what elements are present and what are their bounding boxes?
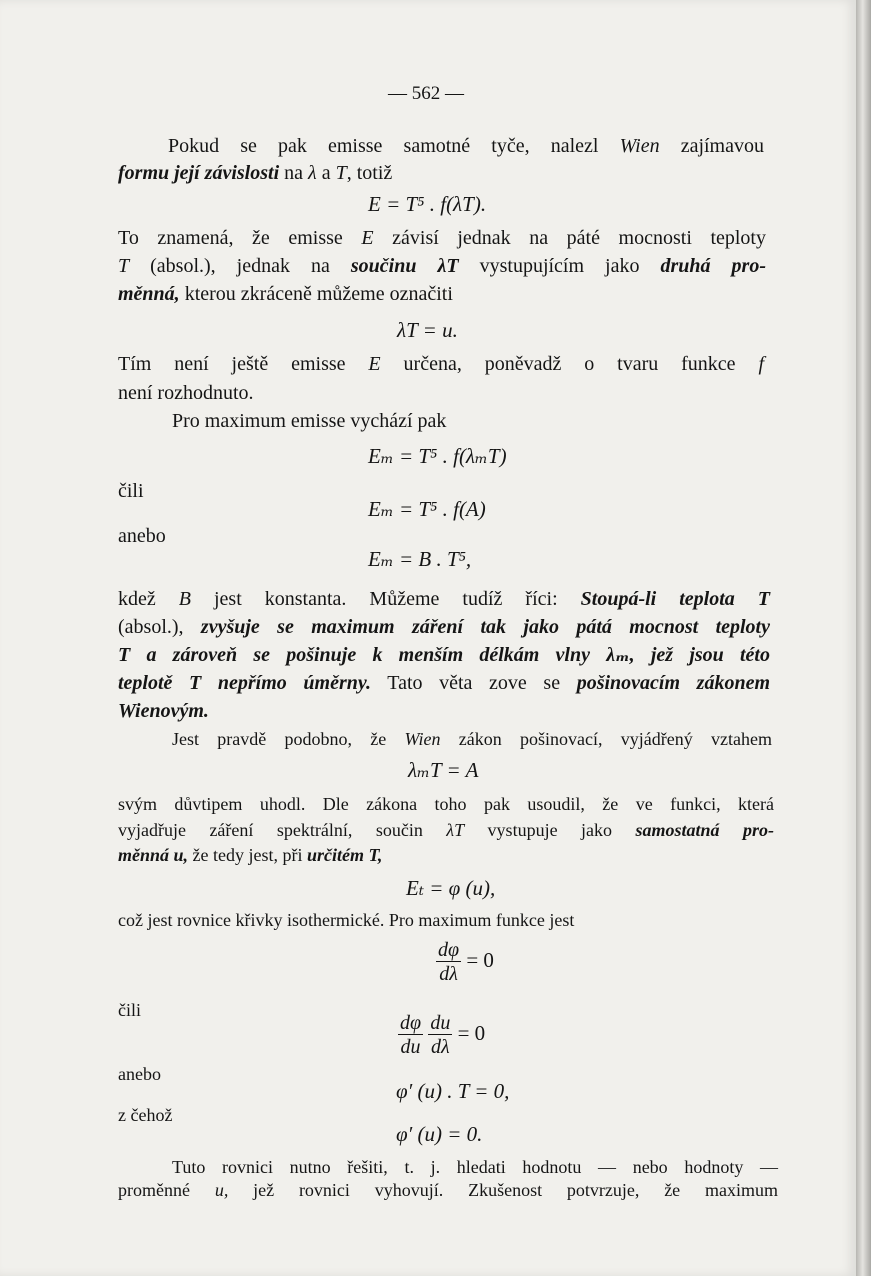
text-line: Pro maximum emisse vychází pak <box>172 410 447 432</box>
text-line: vyjadřuje záření spektrální, součin λT vystupuje jako samostatná pro- <box>118 820 774 840</box>
word-anebo: anebo <box>118 525 166 547</box>
equation: Eₘ = T⁵ . f(A) <box>368 497 486 521</box>
equation: λₘT = A <box>408 758 479 782</box>
text-line: proměnné u, jež rovnici vyhovují. Zkušenost potvrzuje, že maximum <box>118 1180 778 1200</box>
equation: Eₘ = T⁵ . f(λₘT) <box>368 444 507 468</box>
equation: φ′ (u) = 0. <box>396 1122 483 1146</box>
text-line: kdež B jest konstanta. Můžeme tudíž říci: Stoupá-li teplota T <box>118 588 770 610</box>
word-anebo: anebo <box>118 1064 161 1084</box>
text-line: Jest pravdě podobno, že Wien zákon pošinovací, vyjádřený vztahem <box>172 729 772 749</box>
word-cili: čili <box>118 480 144 502</box>
text-line: teplotě T nepřímo úměrny. Tato věta zove se pošinovacím zákonem <box>118 672 771 694</box>
text-line: měnná u, že tedy jest, při určitém T, <box>118 845 383 865</box>
text-line: Tím není ještě emisse E určena, poněvadž o tvaru funkce f <box>118 353 764 375</box>
word-cili: čili <box>118 1000 141 1020</box>
text-line: svým důvtipem uhodl. Dle zákona toho pak usoudil, že ve funkci, která <box>118 794 774 814</box>
equation: φ′ (u) . T = 0, <box>396 1079 510 1103</box>
text-line: což jest rovnice křivky isothermické. Pro maximum funkce jest <box>118 910 575 930</box>
page-number: — 562 — <box>388 83 464 104</box>
text-line: měnná, kterou zkráceně můžeme označiti <box>118 283 453 305</box>
page-edge <box>856 0 871 1276</box>
text-line: Tuto rovnici nutno řešiti, t. j. hledati hodnotu — nebo hodnoty — <box>172 1157 778 1177</box>
equation: E = T⁵ . f(λT). <box>368 192 487 216</box>
text-line: To znamená, že emisse E závisí jednak na páté mocnosti teploty <box>118 227 766 249</box>
text-line: Wienovým. <box>118 700 209 722</box>
equation-derivative: $\frac{d\varphi}{d\lambda}$ = 0 <box>438 939 494 985</box>
fraction: $\frac{d\varphi}{d\lambda}$ <box>438 939 460 985</box>
text-line: není rozhodnuto. <box>118 382 254 404</box>
equation: λT = u. <box>397 318 458 342</box>
text-line: (absol.), zvyšuje se maximum záření tak jako pátá mocnost teploty <box>118 616 770 638</box>
text-line: Pokud se pak emisse samotné tyče, nalezl Wien zajímavou <box>168 135 764 157</box>
text-line: T (absol.), jednak na součinu λT vystupujícím jako druhá pro- <box>118 255 766 277</box>
text-line: formu její závislosti na λ a T, totiž <box>118 162 393 184</box>
equation-chain-rule: $\frac{d\varphi}{du}$ $\frac{du}{d\lambda}$ = 0 <box>400 1012 486 1058</box>
equation: Eₜ = φ (u), <box>406 876 496 900</box>
fraction: $\frac{du}{d\lambda}$ <box>430 1012 451 1058</box>
fraction: $\frac{d\varphi}{du}$ <box>400 1012 422 1058</box>
text-line: T a zároveň se pošinuje k menším délkám vlny λₘ, jež jsou této <box>118 644 770 666</box>
equation: Eₘ = B . T⁵, <box>368 547 472 571</box>
word-z-cehoz: z čehož <box>118 1105 173 1125</box>
